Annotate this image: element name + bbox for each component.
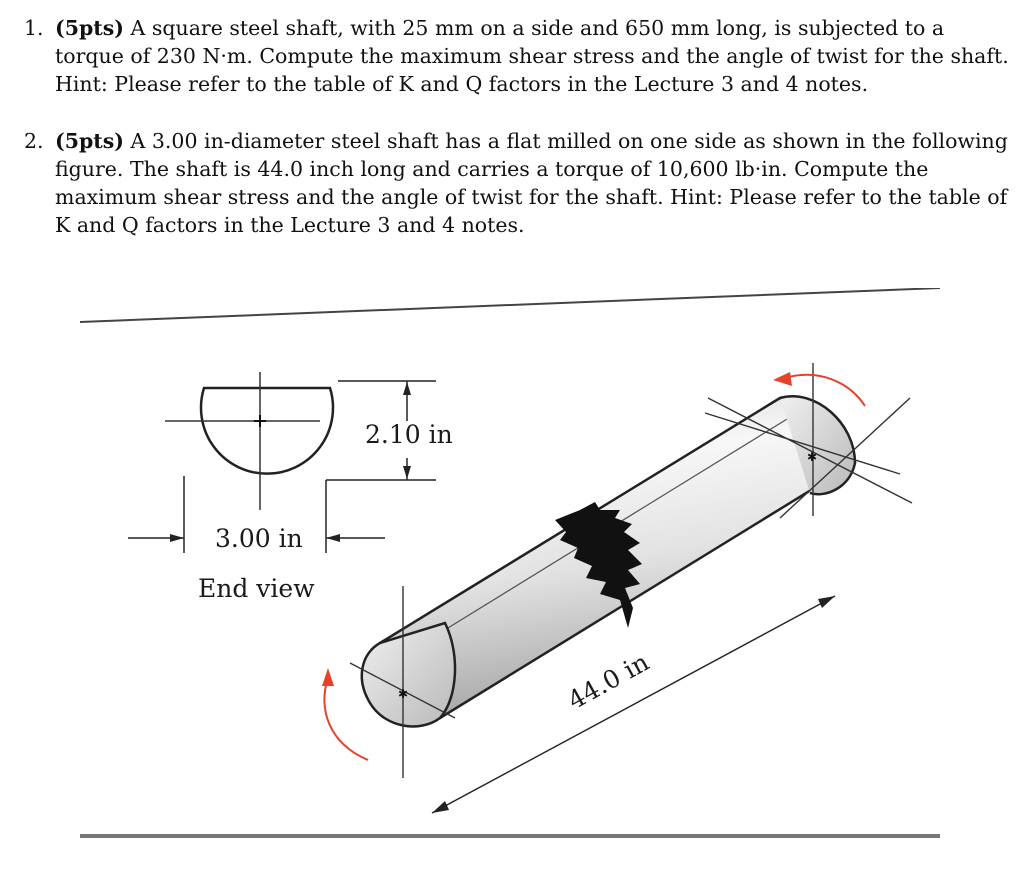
torque-arrow-near [324,678,368,760]
problem-1 [24,14,1009,98]
figure-bottom-shadow [80,834,940,838]
figure-top-rule [80,288,940,322]
end-view-label: End view [198,574,315,603]
svg-text:✱: ✱ [398,687,409,701]
problem-points: (5pts) [55,16,125,40]
diameter-label: 3.00 in [215,524,303,553]
problem-number: 1. [24,16,44,40]
problem-body [55,127,1009,239]
problem-2 [24,127,1009,239]
problem-text: A square steel shaft, with 25 mm on a side and 650 mm long, is subjected to a torque of 230 N·m. Compute the maximum shear stress and the angle of twist for the shaft. Hint: Please refer to the table of K and Q factors in the Lecture 3 and 4 notes. [55,16,1009,96]
problem-number: 2. [24,129,44,153]
length-label: 44.0 in [562,647,654,716]
flat-depth-label: 2.10 in [365,420,453,449]
problem-body [55,14,1009,98]
end-view-outline [201,388,333,474]
shaft-figure [80,288,940,838]
problem-text: A 3.00 in-diameter steel shaft has a flat milled on one side as shown in the following figure. The shaft is 44.0 inch long and carries a torque of 10,600 lb·in. Compute the maximum shear stress and the angle of twist for the shaft. Hint: Please refer to the table of K and Q factors in the Lecture 3 and 4 notes. [55,129,1008,237]
svg-text:✱: ✱ [807,450,818,464]
shaft-drawing [80,288,940,838]
problem-points: (5pts) [55,129,125,153]
